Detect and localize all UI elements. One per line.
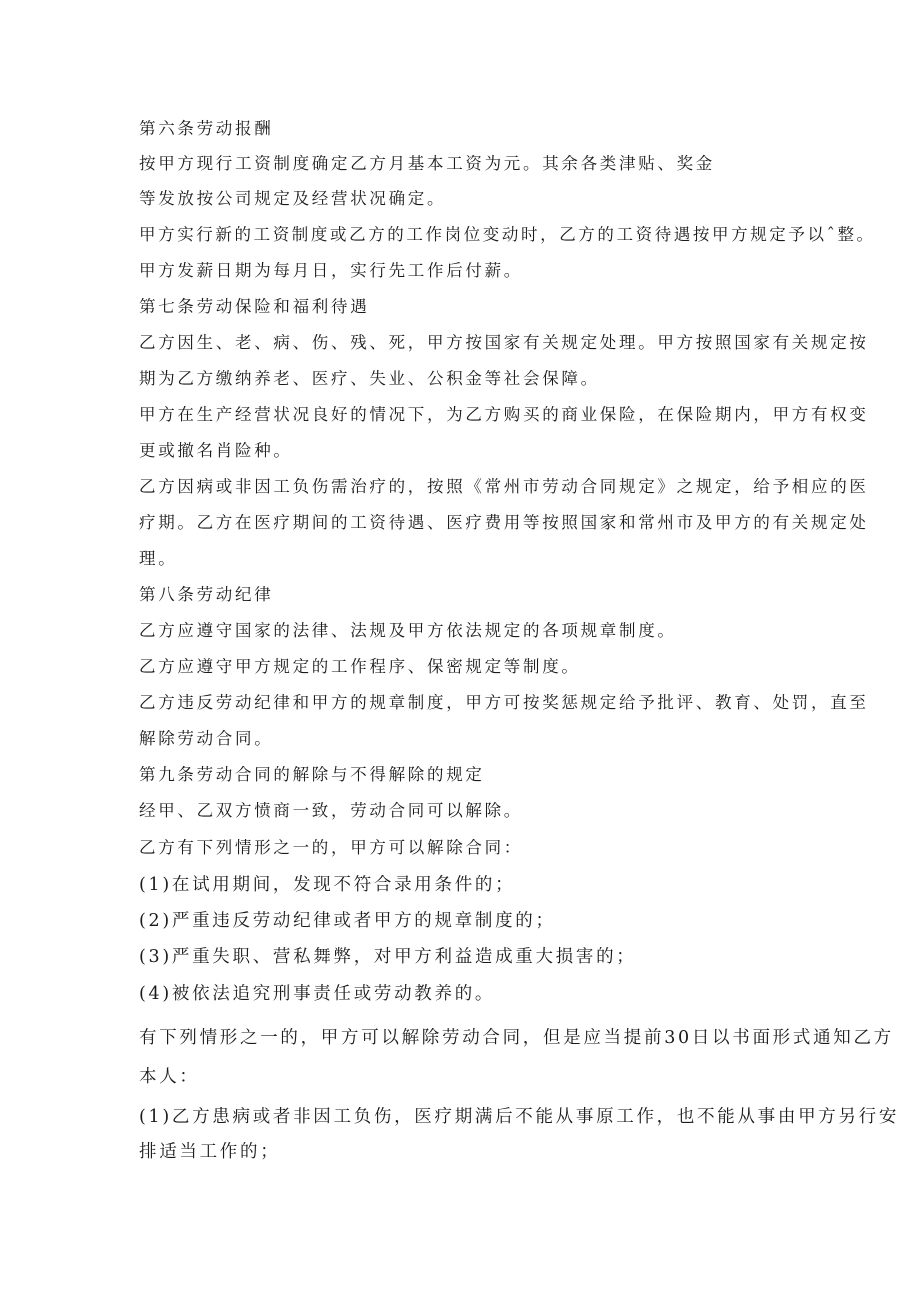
paragraph-line: 甲方实行新的工资制度或乙方的工作岗位变动时，乙方的工资待遇按甲方规定予以ˆ整。	[139, 225, 876, 244]
paragraph-line: 甲方在生产经营状况良好的情况下，为乙方购买的商业保险，在保险期内，甲方有权变	[139, 405, 869, 424]
list-item: (2)严重违反劳动纪律或者甲方的规章制度的；	[139, 911, 556, 931]
article-8-heading: 第八条劳动纪律	[139, 585, 274, 604]
paragraph-line: 期为乙方缴纳养老、医疗、失业、公积金等社会保障。	[139, 369, 600, 388]
list-item: (3)严重失职、营私舞弊，对甲方利益造成重大损害的；	[139, 947, 637, 967]
article-6-heading: 第六条劳动报酬	[139, 119, 274, 138]
list-item: (4)被依法追究刑事责任或劳动教养的。	[139, 984, 496, 1004]
article-9-heading: 第九条劳动合同的解除与不得解除的规定	[139, 765, 485, 784]
paragraph-line: 等发放按公司规定及经营状况确定。	[139, 189, 447, 208]
paragraph-line: 有下列情形之一的，甲方可以解除劳动合同，但是应当提前30日以书面形式通知乙方	[139, 1028, 894, 1048]
paragraph-line: 乙方因生、老、病、伤、残、死，甲方按国家有关规定处理。甲方按照国家有关规定按	[139, 333, 869, 352]
paragraph-line: 甲方发薪日期为每月日，实行先工作后付薪。	[139, 261, 523, 280]
paragraph-line: 解除劳动合同。	[139, 729, 274, 748]
paragraph-line: 乙方应遵守国家的法律、法规及甲方依法规定的各项规章制度。	[139, 621, 677, 640]
paragraph-line: 按甲方现行工资制度确定乙方月基本工资为元。其余各类津贴、奖金	[139, 154, 715, 173]
paragraph-line: 疗期。乙方在医疗期间的工资待遇、医疗费用等按照国家和常州市及甲方的有关规定处	[139, 513, 869, 532]
paragraph-line: 乙方有下列情形之一的，甲方可以解除合同：	[139, 838, 523, 857]
paragraph-line: 更或撤名肖险种。	[139, 441, 293, 460]
list-item: 排适当工作的；	[139, 1142, 281, 1162]
list-item: (1)乙方患病或者非因工负伤，医疗期满后不能从事原工作，也不能从事由甲方另行安	[139, 1107, 900, 1127]
paragraph-line: 经甲、乙双方愤商一致，劳动合同可以解除。	[139, 801, 523, 820]
paragraph-line: 乙方违反劳动纪律和甲方的规章制度，甲方可按奖惩规定给予批评、教育、处罚，直至	[139, 693, 869, 712]
paragraph-line: 乙方因病或非因工负伤需治疗的，按照《常州市劳动合同规定》之规定，给予相应的医	[139, 477, 869, 496]
paragraph-line: 理。	[139, 549, 178, 568]
list-item: (1)在试用期间，发现不符合录用条件的；	[139, 875, 516, 895]
article-7-heading: 第七条劳动保险和福利待遇	[139, 297, 370, 316]
paragraph-line: 乙方应遵守甲方规定的工作程序、保密规定等制度。	[139, 657, 581, 676]
paragraph-line: 本人：	[139, 1067, 200, 1087]
